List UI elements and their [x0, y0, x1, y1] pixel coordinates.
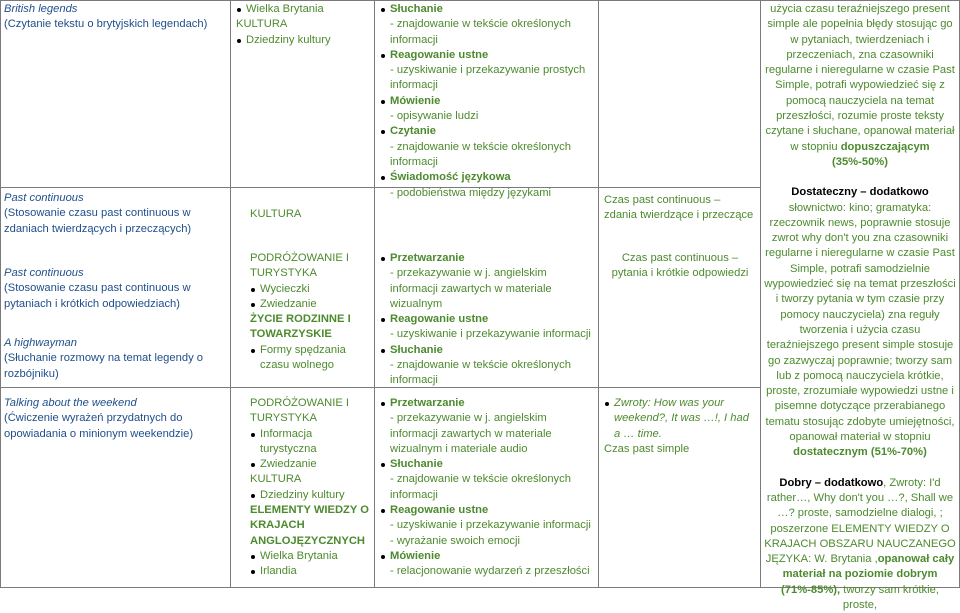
theme-item: Irlandia	[250, 564, 370, 579]
grade-label-dostateczny: Dostateczny – dodatkowo	[791, 186, 929, 199]
skill-detail: - przekazywanie w j. angielskim informacji zawartych w materiale wizualnym i materiale audio	[390, 412, 552, 455]
skill-detail: - opisywanie ludzi	[390, 110, 479, 123]
column-divider	[374, 0, 375, 588]
themes-row-3	[250, 396, 370, 580]
grammar-item: Zwroty: How was your weekend?, It was …!, I had a … time.	[604, 396, 756, 442]
topic-british-legends	[4, 2, 226, 33]
grammar-past-continuous-statements	[604, 193, 756, 224]
theme-category: PODRÓŻOWANIE I TURYSTYKA	[250, 252, 350, 280]
criteria-text: tworzy sam krótkie, proste,	[840, 583, 939, 611]
skill-detail: - przekazywanie w j. angielskim informacji zawartych w materiale wizualnym	[390, 267, 552, 310]
skills-row-1	[380, 2, 594, 201]
grade-level: dostatecznym (51%-70%)	[793, 446, 927, 459]
skill-detail: - znajdowanie w tekście określonych informacji	[390, 359, 571, 387]
theme-category: KULTURA	[236, 18, 288, 31]
skill-name: Mówienie	[380, 94, 594, 109]
skill-name: Świadomość językowa	[380, 170, 594, 185]
theme-item: Zwiedzanie	[250, 457, 370, 472]
theme-item: Dziedziny kultury	[250, 488, 370, 503]
skill-detail: - uzyskiwanie i przekazywanie informacji	[390, 328, 591, 341]
grammar-past-continuous-questions	[604, 251, 756, 282]
grade-criteria	[764, 2, 956, 613]
table-border-top	[0, 0, 960, 1]
theme-category: KULTURA	[250, 473, 302, 486]
skill-name: Przetwarzanie	[380, 251, 594, 266]
topic-description: (Stosowanie czasu past continuous w pytaniach i krótkich odpowiedziach)	[4, 282, 191, 310]
theme-item: Wielka Brytania	[236, 2, 370, 17]
theme-category: PODRÓŻOWANIE I TURYSTYKA	[250, 397, 350, 425]
grade-level: opanował cały materiał na poziomie dobrym (71%-85%),	[781, 553, 955, 596]
skill-name: Czytanie	[380, 124, 594, 139]
theme-category: KULTURA	[250, 208, 302, 220]
skills-row-3	[380, 396, 594, 580]
themes-row-kultura	[250, 207, 370, 222]
skill-detail: - uzyskiwanie i przekazywanie prostych informacji	[390, 64, 586, 92]
topic-title: Past continuous	[4, 192, 84, 204]
topic-title: Talking about the weekend	[4, 397, 137, 409]
themes-row-1	[236, 2, 370, 48]
theme-item: Wycieczki	[250, 282, 370, 297]
themes-row-2	[250, 251, 370, 373]
topic-description: (Czytanie tekstu o brytyjskich legendach)	[4, 18, 208, 31]
grade-dopuszczajacy-text	[764, 2, 956, 170]
grammar-weekend-phrases	[604, 396, 756, 457]
skills-row-2	[380, 251, 594, 389]
skill-detail: - wyrażanie swoich emocji	[390, 534, 520, 547]
topic-past-continuous-2	[4, 266, 226, 312]
topic-title: A highwayman	[4, 337, 77, 349]
grade-dostateczny-text	[764, 201, 956, 461]
skill-name: Przetwarzanie	[380, 396, 594, 411]
topic-description: (Stosowanie czasu past continuous w zdaniach twierdzących i przeczących)	[4, 207, 192, 235]
skill-name: Słuchanie	[380, 343, 594, 358]
skill-name: Słuchanie	[380, 457, 594, 472]
skill-detail: - znajdowanie w tekście określonych informacji	[390, 473, 571, 501]
theme-item: Formy spędzania czasu wolnego	[250, 343, 370, 374]
column-divider	[598, 0, 599, 588]
grade-level: dopuszczającym (35%-50%)	[832, 140, 930, 168]
skill-name: Mówienie	[380, 549, 594, 564]
grade-dobry-text	[764, 476, 956, 613]
skill-detail: - podobieństwa między językami	[390, 186, 552, 199]
theme-item: Dziedziny kultury	[236, 33, 370, 48]
grammar-item: Czas past simple	[604, 442, 690, 455]
theme-category: ELEMENTY WIEDZY O KRAJACH ANGLOJĘZYCZNYCH	[250, 504, 369, 547]
skill-name: Słuchanie	[380, 2, 594, 17]
topic-title: British legends	[4, 3, 78, 15]
skill-detail: - uzyskiwanie i przekazywanie informacji	[390, 519, 591, 532]
topic-title: Past continuous	[4, 267, 84, 279]
topic-weekend	[4, 396, 226, 442]
topic-past-continuous-1	[4, 191, 226, 237]
criteria-text: słownictwo: kino; gramatyka: rzeczownik news, poprawnie stosuje zwrot why don't you zna czasowniki regularne i nieregularne w czasie Past Simple, potrafi samodzielnie wypowiedzieć się na temat przeszłości i tworzy pytania w tym czasie przy pomocy nauczyciela) zna reguły tworzenia i użycia czasu teraźniejszego present simple stosuje go zazwyczaj poprawnie; tworzy sam lub z pomocą nauczyciela krótkie, proste, zrozumiałe wypowiedzi ustne i pisemne dotyczące przerabianego tematu stosując zdobyte umiejętności, opanował materiał w stopniu	[764, 201, 956, 444]
skill-name: Reagowanie ustne	[380, 312, 594, 327]
topic-description: (Słuchanie rozmowy na temat legendy o rozbójniku)	[4, 352, 203, 380]
skill-detail: - relacjonowanie wydarzeń z przeszłości	[390, 565, 590, 578]
skill-detail: - znajdowanie w tekście określonych informacji	[390, 18, 571, 46]
column-divider	[230, 0, 231, 588]
theme-category: ŻYCIE RODZINNE I TOWARZYSKIE	[250, 313, 351, 341]
topic-description: (Ćwiczenie wyrażeń przydatnych do opowiadania o minionym weekendzie)	[4, 412, 194, 440]
theme-item: Wielka Brytania	[250, 549, 370, 564]
theme-item: Informacja turystyczna	[250, 427, 370, 458]
topic-highwayman	[4, 336, 226, 382]
skill-name: Reagowanie ustne	[380, 503, 594, 518]
table-border-left	[0, 0, 1, 588]
theme-item: Zwiedzanie	[250, 297, 370, 312]
grammar-item: Czas past continuous – zdania twierdzące i przeczące	[604, 194, 754, 222]
grade-label-dobry: Dobry – dodatkowo	[779, 476, 884, 489]
skill-detail: - znajdowanie w tekście określonych informacji	[390, 140, 571, 168]
criteria-text: , Zwroty: I'd rather…, Why don't you …?, Shall we …? proste, samodzielne dialogi, ; poszerzone ELEMENTY WIEDZY O KRAJACH OBSZARU NAUCZANEGO JĘZYKA: W. Brytania ,	[764, 476, 956, 566]
column-divider	[760, 0, 761, 588]
criteria-text: użycia czasu teraźniejszego present simple ale popełnia błędy stosując go w pytaniach, twierdzeniach i przeczeniach, zna czasowniki regularne i nieregularne w czasie Past Simple, potrafi wypowiedzieć się z pomocą nauczyciela na temat przeszłości, rozumie proste teksty czytane i słuchane, opanował materiał w stopniu	[765, 3, 955, 153]
skill-name: Reagowanie ustne	[380, 48, 594, 63]
grammar-item: Czas past continuous – pytania i krótkie odpowiedzi	[611, 252, 749, 280]
